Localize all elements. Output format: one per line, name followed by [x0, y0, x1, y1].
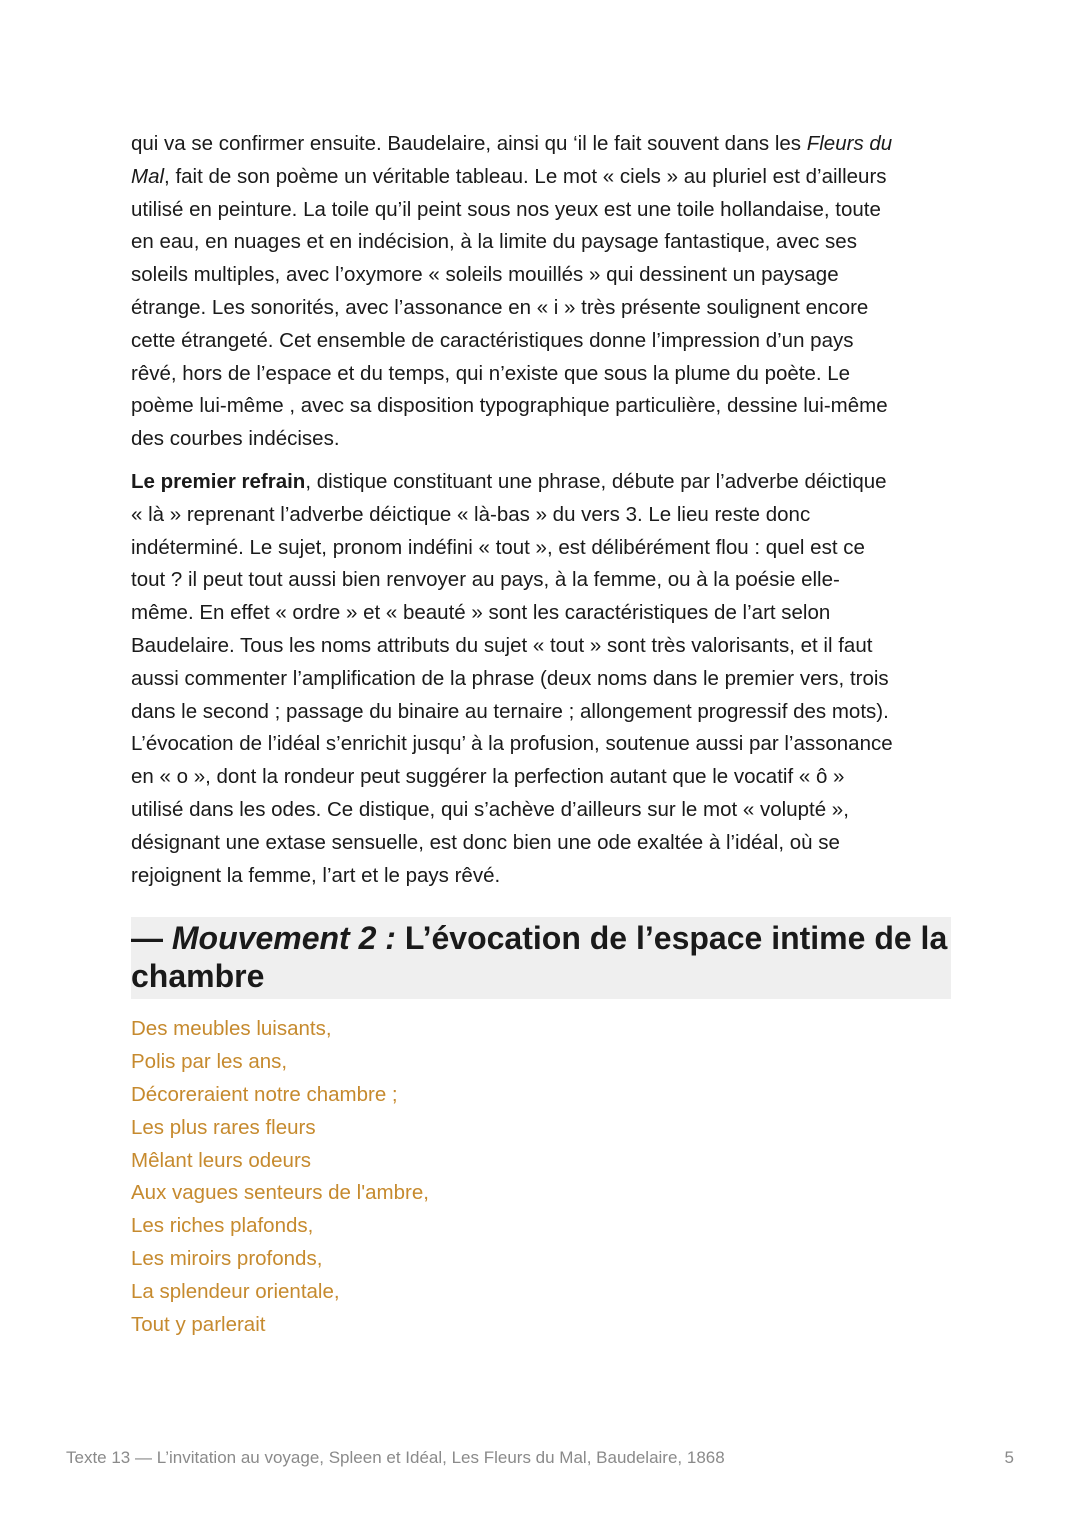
footer-title: Texte 13 — L’invitation au voyage, Spleen et Idéal, Les Fleurs du Mal, Baudelaire, 1868 [66, 1448, 725, 1467]
poem-verse: Des meubles luisants, [131, 1017, 332, 1041]
paragraph-2: Le premier refrain, distique constituant une phrase, débute par l’adverbe déictique « là » reprenant l’adverbe déictique « là-bas » du vers 3. Le lieu reste donc indéterminé. Le sujet, pronom indéfini « tout », est délibérément flou : quel est ce tout ? il peut tout aussi bien renvoyer au pays, à la femme, ou à la poésie elle- même. En effet « ordre » et « beauté » sont les caractéristiques de l’art selon Baudelaire. Tous les noms attributs du sujet « tout » sont très valorisants, et il faut aussi commenter l’amplification de la phrase (deux noms dans le premier vers, trois dans le second ; passage du binaire au ternaire ; allongement progressif des mots). L’évocation de l’idéal s’enrichit jusqu’ à la profusion, soutenue aussi par l’assonance en « o », dont la rondeur peut suggérer la perfection autant que le vocatif « ô » utilisé dans les odes. Ce distique, qui s’achève d’ailleurs sur le mot « volupté », désignant une extase sensuelle, est donc bien une ode exaltée à l’idéal, où se rejoignent la femme, l’art et le pays rêvé. [131, 469, 893, 887]
poem-verse: Polis par les ans, [131, 1050, 288, 1074]
poem-excerpt [131, 1013, 951, 1341]
poem-verse: Les riches plafonds, [131, 1214, 314, 1238]
poem-verse: Les plus rares fleurs [131, 1115, 316, 1139]
poem-verse: Mêlant leurs odeurs [131, 1148, 312, 1172]
page-number: 5 [1004, 1448, 1014, 1467]
poem-verse: Aux vagues senteurs de l'ambre, [131, 1181, 429, 1205]
paragraph-lead: Le premier refrain [131, 469, 306, 493]
page-content [131, 128, 951, 1341]
work-title: Mal [131, 164, 165, 188]
section-heading: — Mouvement 2 : L’évocation de l’espace intime de la chambre [131, 917, 951, 999]
poem-verse: La splendeur orientale, [131, 1279, 340, 1303]
poem-verse: Les miroirs profonds, [131, 1246, 323, 1270]
poem-verse: Décoreraient notre chambre ; [131, 1082, 398, 1106]
paragraph-1: qui va se confirmer ensuite. Baudelaire, ainsi qu ‘il le fait souvent dans les Fleurs du Mal, fait de son poème un véritable tableau. Le mot « ciels » au pluriel est d’ailleurs utilisé en peinture. La toile qu’il peint sous nos yeux est une toile hollandaise, toute en eau, en nuages et en indécision, à la limite du paysage fantastique, avec ses soleils multiples, avec l’oxymore « soleils mouillés » qui dessinent un paysage étrange. Les sonorités, avec l’assonance en « i » très présente soulignent encore cette étrangeté. Cet ensemble de caractéristiques donne l’impression d’un pays rêvé, hors de l’espace et du temps, qui n’existe que sous la plume du poète. Le poème lui-même , avec sa disposition typographique particulière, dessine lui-même des courbes indécises. [131, 132, 893, 451]
work-title: Fleurs du [806, 132, 893, 155]
poem-verse: Tout y parlerait [131, 1312, 266, 1336]
movement-label: Mouvement 2 : [171, 920, 396, 957]
